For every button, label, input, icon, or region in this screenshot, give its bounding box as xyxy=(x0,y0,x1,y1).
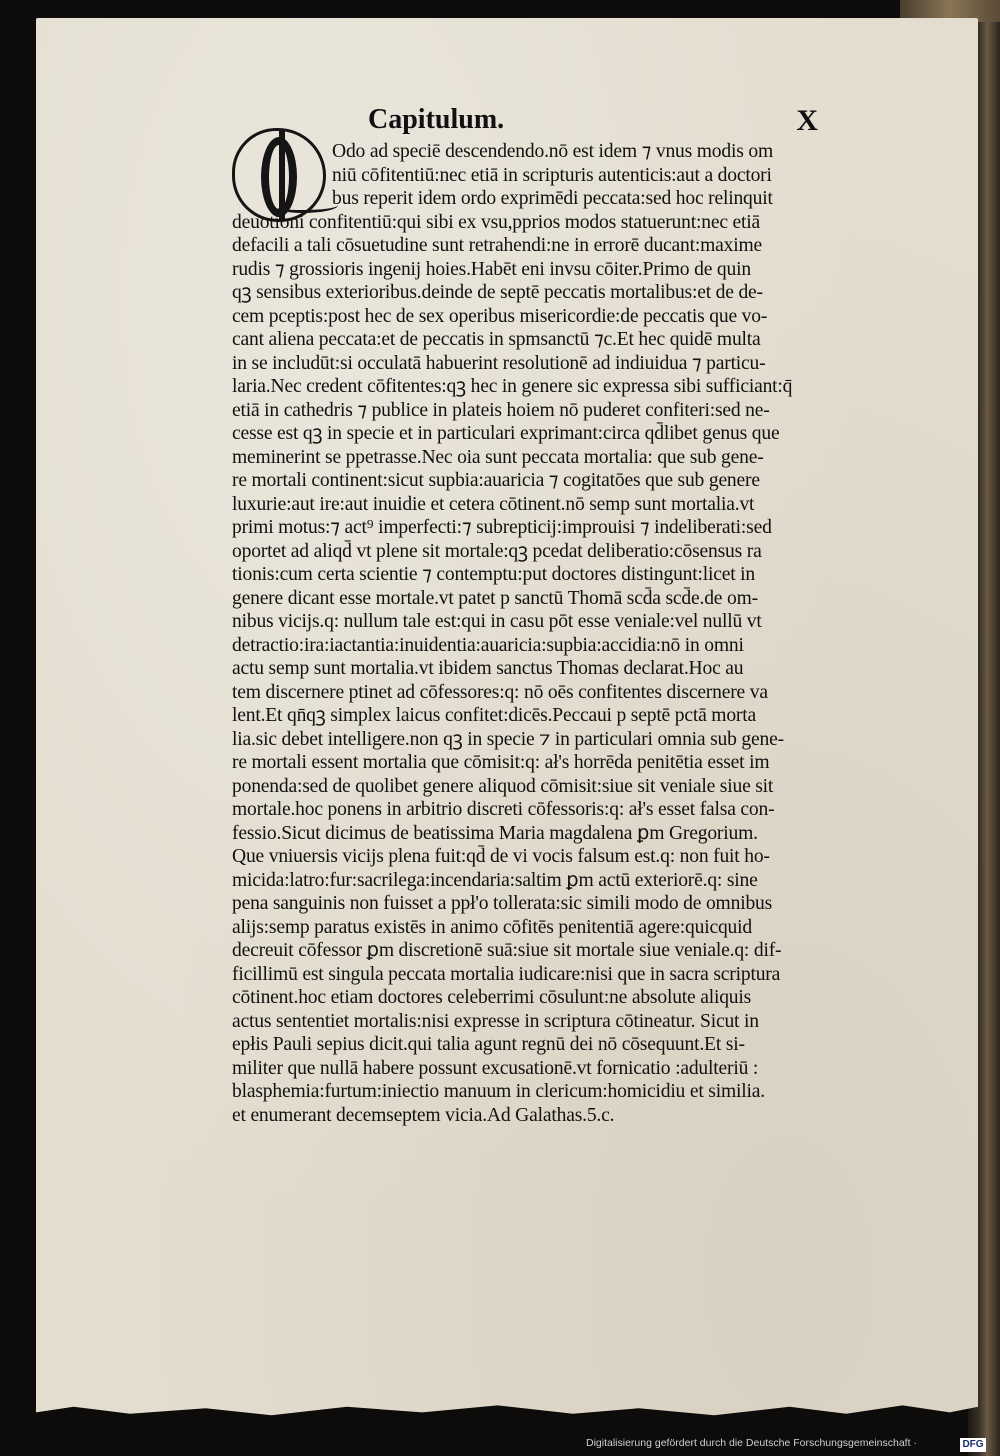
text-line: nibus vicijs.q: nullum tale est:qui in casu pōt esse veniale:vel nullū vt xyxy=(232,611,762,632)
text-line: alijs:semp paratus existēs in animo cōfitēs penitentiā agere:quicquid xyxy=(232,916,752,938)
text-line: micida:latro:fur:sacrilega:incendaria:saltim ꝑm actū exteriorē.q: sine xyxy=(232,869,758,891)
text-line: re mortali continent:sicut supbia:auaricia ⁊ cogitatōes que sub genere xyxy=(232,470,760,491)
text-line: cesse est qꝫ in specie et in particulari exprimant:circa qd̄libet genus que xyxy=(232,423,780,444)
text-line: laria.Nec credent cōfitentes:qꝫ hec in genere sic expressa sibi sufficiant:q̄ xyxy=(232,376,793,397)
text-line: Que vniuersis vicijs plena fuit:qd̄ de vi vocis falsum est.q: non fuit ho- xyxy=(232,846,770,867)
text-line: actus sententiet mortalis:nisi expresse in scriptura cōtineatur. Sicut in xyxy=(232,1010,759,1032)
text-line: oportet ad aliqd̄ vt plene sit mortale:qꝫ pcedat deliberatio:cōsensus ra xyxy=(232,540,762,562)
text-line: fessio.Sicut dicimus de beatissima Maria magdalena ꝑm Gregorium. xyxy=(232,822,758,844)
text-line: militer que nullā habere possunt excusationē.vt fornicatio :adulteriū : xyxy=(232,1057,759,1079)
digitization-credit: Digitalisierung gefördert durch die Deutsche Forschungsgemeinschaft · xyxy=(586,1437,917,1449)
text-line: meminerint se ppetrasse.Nec oia sunt peccata mortalia: que sub gene- xyxy=(232,446,764,468)
text-line: cem pceptis:post hec de sex operibus misericordie:de peccatis que vo- xyxy=(232,305,768,327)
text-line: cōtinent.hoc etiam doctores celeberrimi cōsulunt:ne absolute aliquis xyxy=(232,987,752,1008)
text-line: luxurie:aut ire:aut inuidie et cetera cōtinent.nō semp sunt mortalia.vt xyxy=(232,493,755,515)
text-line: lent.Et qn̄qꝫ simplex laicus confitet:dicēs.Peccaui p septē pctā morta xyxy=(232,705,756,726)
text-line: mortale.hoc ponens in arbitrio discreti cōfessoris:q: ał's esset falsa con- xyxy=(232,799,775,820)
text-line: decreuit cōfessor ꝑm discretionē suā:siue sit mortale siue veniale.q: dif- xyxy=(232,940,782,961)
chapter-title: Capitulum. xyxy=(368,104,505,135)
body-text xyxy=(232,140,934,1127)
text-line: rudis ⁊ grossioris ingenij hoies.Habēt eni invsu cōiter.Primo de quin xyxy=(232,258,751,280)
text-line: niū cōfitentiū:nec etiā in scripturis autenticis:aut a doctori xyxy=(332,164,772,186)
dfg-logo: DFG xyxy=(960,1438,986,1452)
text-line: detractio:ira:iactantia:inuidentia:auaricia:supbia:accidia:nō in omni xyxy=(232,634,744,656)
text-line: et enumerant decemseptem vicia.Ad Galathas.5.c. xyxy=(232,1104,615,1126)
text-line: in se includūt:si occulatā habuerint resolutionē ad indiuidua ⁊ particu- xyxy=(232,352,766,374)
text-line: cant aliena peccata:et de peccatis in spmsanctū ⁊c.Et hec quidē multa xyxy=(232,329,761,350)
text-line: primi motus:⁊ act⁹ imperfecti:⁊ subrepticij:improuisi ⁊ indeliberati:sed xyxy=(232,517,772,538)
text-line: ponenda:sed de quolibet genere aliquod cōmisit:siue sit veniale siue sit xyxy=(232,775,774,797)
chapter-heading xyxy=(368,104,828,144)
text-line: blasphemia:furtum:iniectio manuum in clericum:homicidiu et similia. xyxy=(232,1081,765,1102)
text-line: re mortali essent mortalia que cōmisit:q: ał's horrēda penitētia esset im xyxy=(232,752,770,773)
text-line: qꝫ sensibus exterioribus.deinde de septē peccatis mortalibus:et de de- xyxy=(232,282,763,303)
text-line: deuotioni confitentiū:qui sibi ex vsu,pprios modos statuerunt:nec etiā xyxy=(232,211,761,233)
chapter-number: X xyxy=(796,104,818,137)
text-line: Odo ad speciē descendendo.nō est idem ⁊ vnus modis om xyxy=(332,141,774,162)
text-line: pena sanguinis non fuisset a ppł'o tollerata:sic simili modo de omnibus xyxy=(232,893,773,914)
text-line: tionis:cum certa scientie ⁊ contemptu:put doctores distingunt:licet in xyxy=(232,564,756,585)
text-line: defacili a tali cōsuetudine sunt retrahendi:ne in errorē ducant:maxime xyxy=(232,235,763,256)
text-line: genere dicant esse mortale.vt patet p sanctū Thomā scd̄a scd̄e.de om- xyxy=(232,587,758,609)
text-line: etiā in cathedris ⁊ publice in plateis hoiem nō puderet confiteri:sed ne- xyxy=(232,399,770,421)
text-line: epłis Pauli sepius dicit.qui talia agunt regnū dei nō cōsequunt.Et si- xyxy=(232,1034,745,1055)
text-line: bus reperit idem ordo exprimēdi peccata:sed hoc relinquit xyxy=(332,188,773,209)
text-line: actu semp sunt mortalia.vt ibidem sanctus Thomas declarat.Hoc au xyxy=(232,658,744,679)
text-line: lia.sic debet intelligere.non qꝫ in specie ⁊ in particulari omnia sub gene- xyxy=(232,728,784,750)
text-line: tem discernere ptinet ad cōfessores:q: nō oēs confitentes discernere va xyxy=(232,681,768,703)
text-line: ficillimū est singula peccata mortalia iudicare:nisi que in sacra scriptura xyxy=(232,963,781,985)
